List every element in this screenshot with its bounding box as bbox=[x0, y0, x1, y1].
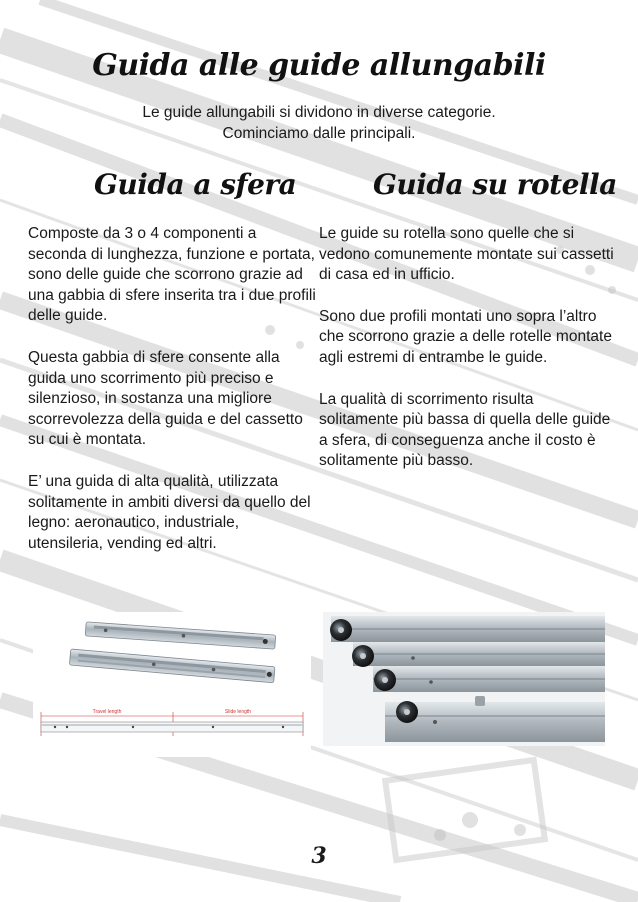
heading-guida-su-rotella: Guida su rotella bbox=[373, 168, 617, 201]
heading-guida-a-sfera: Guida a sfera bbox=[94, 168, 297, 201]
intro-text bbox=[60, 102, 578, 144]
right-paragraph-2: Sono due profili montati uno sopra l’altro che scorrono grazie a delle rotelle montate agli estremi di entrambe le guide. bbox=[319, 307, 612, 366]
ball-bearing-slide-photo bbox=[33, 612, 311, 757]
roller-slide-illustration bbox=[323, 612, 605, 746]
left-paragraph-3: E’ una guida di alta qualità, utilizzata solitamente in ambiti diversi da quello del legno: aeronautico, industriale, utensileria, vending ed altri. bbox=[28, 472, 311, 552]
right-paragraph-3: La qualità di scorrimento risulta solitamente più bassa di quella delle guide a sfera, di conseguenza anche il costo è solitamente più basso. bbox=[319, 390, 611, 470]
intro-line-1: Le guide allungabili si dividono in diverse categorie. bbox=[142, 104, 496, 121]
left-column bbox=[28, 224, 318, 575]
page-number: 3 bbox=[311, 843, 327, 869]
intro-line-2: Cominciamo dalle principali. bbox=[222, 125, 416, 142]
ball-bearing-slide-illustration bbox=[33, 612, 311, 757]
right-paragraph-1: Le guide su rotella sono quelle che si vedono comunemente montate sui cassetti di casa ed in ufficio. bbox=[319, 225, 614, 284]
right-column bbox=[319, 224, 615, 493]
page-title: Guida alle guide allungabili bbox=[92, 48, 546, 83]
roller-slide-photo bbox=[323, 612, 605, 746]
left-paragraph-2: Questa gabbia di sfere consente alla guida uno scorrimento più preciso e silenzioso, in sostanza una migliore scorrevolezza della guida e del cassetto su cui è montata. bbox=[28, 348, 303, 449]
left-paragraph-1: Composte da 3 o 4 componenti a seconda di lunghezza, funzione e portata, sono delle guide che scorrono grazie ad una gabbia di sfere inserita tra i due profili delle guide. bbox=[28, 225, 316, 325]
slide-length-label: Slide length bbox=[224, 709, 252, 715]
travel-length-label: Travel length bbox=[92, 709, 122, 715]
